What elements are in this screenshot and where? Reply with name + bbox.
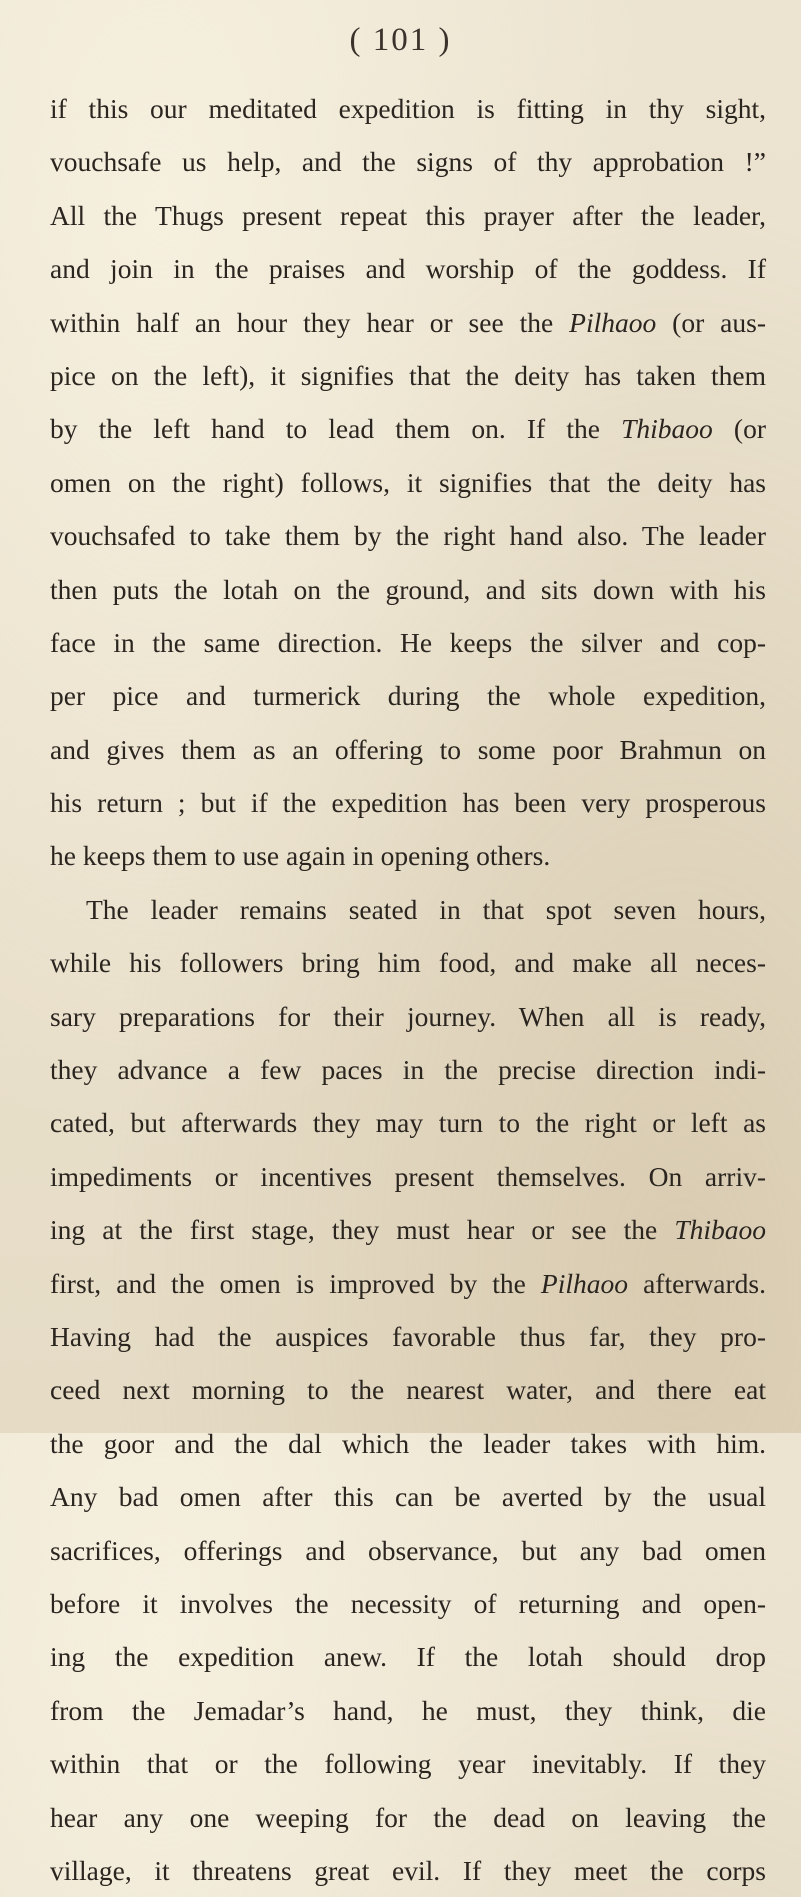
italic-term: Thibaoo xyxy=(674,1214,766,1246)
text-line: omen on the right) follows, it signifies that the deity has xyxy=(50,466,766,498)
text-line: they advance a few paces in the precise direction indi- xyxy=(50,1054,766,1086)
text-line: sacrifices, offerings and observance, but any bad omen xyxy=(50,1534,766,1566)
text-line: Having had the auspices favorable thus far, they pro- xyxy=(50,1320,766,1352)
body-text xyxy=(50,82,766,1897)
text-line: and gives them as an offering to some poor Brahmun on xyxy=(50,733,766,765)
text-line: he keeps them to use again in opening others. xyxy=(50,840,551,872)
text-line: impediments or incentives present themselves. On arriv- xyxy=(50,1160,766,1192)
italic-term: Pilhaoo xyxy=(569,306,657,338)
text-line: per pice and turmerick during the whole expedition, xyxy=(50,680,766,712)
text-line: The leader remains seated in that spot seven hours, xyxy=(86,893,766,925)
text-line: ing at the first stage, they must hear or see the Thibaoo xyxy=(50,1214,766,1246)
italic-term: Thibaoo xyxy=(621,413,713,445)
text-line: while his followers bring him food, and make all neces- xyxy=(50,947,766,979)
text-line: from the Jemadar’s hand, he must, they think, die xyxy=(50,1694,766,1726)
text-line: the goor and the dal which the leader takes with him. xyxy=(50,1427,766,1459)
italic-term: Pilhaoo xyxy=(540,1267,629,1299)
text-line: vouchsafed to take them by the right hand also. The leader xyxy=(50,520,766,552)
text-line: his return ; but if the expedition has been very prosperous xyxy=(50,787,766,819)
text-line: pice on the left), it signifies that the deity has taken them xyxy=(50,359,766,391)
text-line: hear any one weeping for the dead on leaving the xyxy=(50,1801,766,1833)
text-line: then puts the lotah on the ground, and sits down with his xyxy=(50,573,766,605)
text-line: and join in the praises and worship of the goddess. If xyxy=(50,253,766,285)
text-line: before it involves the necessity of returning and open- xyxy=(50,1587,766,1619)
text-line: within that or the following year inevitably. If they xyxy=(50,1748,766,1780)
text-line: by the left hand to lead them on. If the Thibaoo (or xyxy=(50,413,766,445)
text-line: Any bad omen after this can be averted by the usual xyxy=(50,1481,766,1513)
text-line: within half an hour they hear or see the Pilhaoo (or aus- xyxy=(50,306,766,338)
text-line: ing the expedition anew. If the lotah should drop xyxy=(50,1641,766,1673)
text-line: if this our meditated expedition is fitting in thy sight, xyxy=(50,93,766,124)
text-line: vouchsafe us help, and the signs of thy approbation !” xyxy=(50,146,766,178)
text-line: sary preparations for their journey. When all is ready, xyxy=(50,1000,766,1032)
text-line: All the Thugs present repeat this prayer after the leader, xyxy=(50,199,766,231)
text-line: first, and the omen is improved by the Pilhaoo afterwards. xyxy=(50,1267,766,1299)
text-line: ceed next morning to the nearest water, and there eat xyxy=(50,1374,766,1406)
text-line: village, it threatens great evil. If they meet the corps xyxy=(50,1854,766,1886)
page-number: ( 101 ) xyxy=(349,22,452,58)
text-line: cated, but afterwards they may turn to the right or left as xyxy=(50,1107,766,1139)
text-line: face in the same direction. He keeps the silver and cop- xyxy=(50,626,766,658)
